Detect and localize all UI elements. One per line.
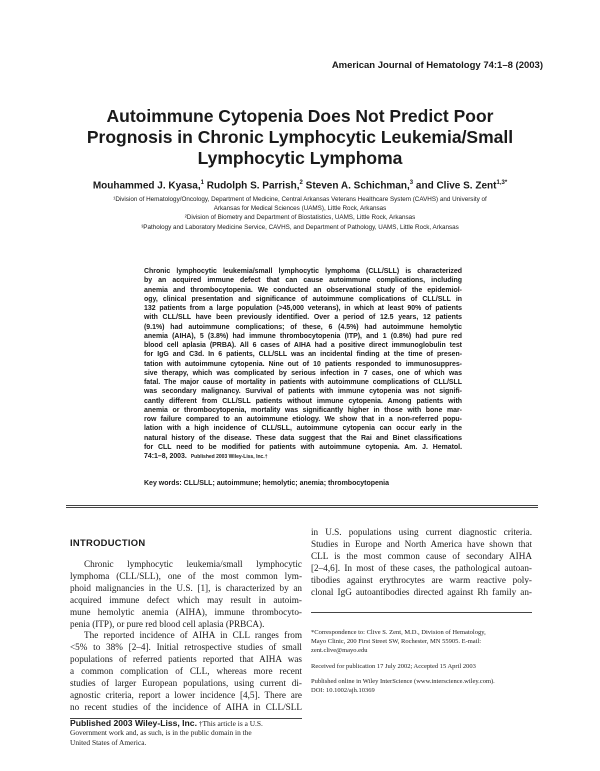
copyright-footer — [70, 719, 302, 747]
abstract-line: by an acquired immune defect that can cause autoimmune complications, including — [144, 277, 462, 285]
note-line: Received for publication 17 July 2002; Accepted 15 April 2003 — [311, 662, 476, 670]
abstract-line: for IgG and C3d. In 6 patients, CLL/SLL was an incidental finding at the time of presen- — [144, 351, 462, 359]
affiliation-line: Arkansas for Medical Sciences (UAMS), Little Rock, Arkansas — [213, 205, 387, 213]
received-dates — [311, 662, 532, 671]
note-line: Published online in Wiley InterScience (www.interscience.wiley.com). — [311, 677, 495, 685]
body-line: clonal IgG autoantibodies directed against Rh family an- — [311, 586, 532, 597]
body-line: CLL is the most common cause of secondary AIHA — [311, 550, 532, 561]
abstract-line: anemia and thrombocytopenia. We conducted an observational study of the epidemiol- — [144, 286, 462, 294]
body-line: <5% to 38% [2–4]. Initial retrospective studies of small — [70, 642, 302, 653]
body-line: mune hemolytic anemia (AIHA), immune thrombocyto- — [70, 606, 302, 617]
article-notes — [311, 628, 532, 701]
publisher-credit: Published 2003 Wiley-Liss, Inc. — [70, 718, 197, 728]
abstract — [144, 267, 462, 462]
author-affil-mark: 1,3* — [496, 180, 508, 186]
affiliation-line: ²Division of Biometry and Department of Biostatistics, UAMS, Little Rock, Arkansas — [184, 214, 416, 222]
article-title — [0, 106, 600, 169]
body-line: in U.S. populations using current diagnostic criteria. — [311, 527, 532, 537]
abstract-line: for CLL need to be modified for patients with autoimmune cytopenia. Am. J. Hematol. — [144, 443, 462, 451]
body-line: populations of referred patients reported that AIHA was — [70, 654, 302, 665]
left-column — [70, 559, 302, 714]
body-line: penia (ITP), or pure red blood cell aplasia (PRBCA). — [70, 618, 265, 629]
abstract-line: anemia (AIHA), 5 (3.8%) had immune thrombocytopenia (ITP), and 1 (0.8%) had pure red — [144, 332, 462, 340]
section-divider — [66, 507, 538, 508]
online-publication — [311, 677, 532, 695]
abstract-line: was secondary malignancy. Survival of patients with immune cytopenia was not signifi- — [144, 388, 462, 396]
abstract-line: natural history of the disease. These data suggest that the Rai and Binet classifications — [144, 434, 462, 442]
note-line: Mayo Clinic, 200 First Street SW, Rochester, MN 55905. E-mail: — [311, 638, 482, 646]
footnote-divider — [311, 612, 532, 613]
right-column — [311, 527, 532, 598]
section-heading-introduction: INTRODUCTION — [70, 537, 146, 548]
note-line: DOI: 10.1002/ajh.10369 — [311, 687, 375, 695]
abstract-line: ogy, clinical presentation and significance of autoimmune complications of CLL/SLL in — [144, 295, 462, 303]
abstract-line: Chronic lymphocytic leukemia/small lymphocytic lymphoma (CLL/SLL) is characterized — [144, 268, 462, 275]
body-line: no recent studies of the incidence of AIHA in CLL/SLL — [70, 701, 302, 712]
footer-line: Government work and, as such, is in the public domain in the — [70, 728, 252, 738]
abstract-line: sive therapy, which was complicated by serious infection in 7 cases, one of which was — [144, 369, 462, 377]
footer-line: United States of America. — [70, 737, 147, 747]
title-line: Lymphocytic Lymphoma — [197, 148, 403, 168]
body-line: tibodies against erythrocytes are warm reactive poly- — [311, 574, 532, 585]
author-affil-mark: 1 — [200, 180, 204, 186]
section-divider — [66, 505, 538, 506]
keywords: Key words: CLL/SLL; autoimmune; hemolytic; anemia; thrombocytopenia — [144, 480, 390, 487]
body-line: a common complication of CLL, whereas more recent — [70, 666, 302, 677]
author-name: Mouhammed J. Kyasa, — [92, 180, 201, 192]
abstract-line: blood cell aplasia (PRBA). All 6 cases of AIHA had a positive direct immunoglobulin test — [144, 342, 462, 349]
body-line: The reported incidence of AIHA in CLL ranges from — [84, 630, 302, 641]
author-list — [0, 180, 600, 191]
affiliations — [60, 195, 540, 232]
affiliation-line: ¹Division of Hematology/Oncology, Department of Medicine, Central Arkansas Veterans Healthcare System (CAVHS) and University of — [113, 196, 487, 203]
abstract-line: lation with a high incidence of CLL/SLL, autoimmune cytopenia can occur early in the — [144, 425, 462, 433]
body-line: acquired immune defect which may result in autoim- — [70, 594, 302, 605]
body-line: Chronic lymphocytic leukemia/small lymphocytic — [84, 559, 302, 569]
note-line: *Correspondence to: Clive S. Zent, M.D., Division of Hematology, — [311, 629, 486, 636]
title-line: Prognosis in Chronic Lymphocytic Leukemia/Small — [86, 127, 514, 147]
body-line: studies of larger European populations, using current di- — [70, 678, 302, 689]
journal-citation: American Journal of Hematology 74:1–8 (2003) — [331, 60, 543, 71]
abstract-line: row failure compared to an autoimmune etiology. We show that in a non-referred popu- — [144, 416, 462, 423]
author-affil-mark: 3 — [409, 180, 414, 186]
body-line: phoid malignancies in the U.S. [1], is characterized by an — [70, 582, 302, 593]
body-line: [2–4,6]. In most of these cases, the pathological autoan- — [311, 562, 532, 573]
abstract-line: 74:1–8, 2003. — [144, 453, 187, 460]
abstract-line: (9.1%) had autoimmune complications; of these, 6 (4.5%) had autoimmune hemolytic — [144, 323, 462, 331]
abstract-line: anemia or thrombocytopenia, mortality was significantly higher in those with bone mar- — [144, 406, 462, 414]
abstract-line: with CLL/SLL have been previously identified. Over a period of 12.5 years, 12 patients — [144, 314, 462, 322]
body-line: agnostic criteria, report a lower incidence [4,5]. There are — [70, 689, 302, 700]
note-line: zent.clive@mayo.edu — [311, 647, 368, 655]
author-name: and Clive S. Zent — [413, 180, 497, 192]
affiliation-line: ³Pathology and Laboratory Medicine Service, CAVHS, and Department of Pathology, UAMS, Little Rock, Arkansas — [141, 223, 459, 231]
abstract-line: cantly different from CLL/SLL patients without immune cytopenia. Among patients with — [144, 397, 462, 405]
body-line: lymphoma (CLL/SLL), one of the most common lym- — [70, 570, 302, 581]
title-line: Autoimmune Cytopenia Does Not Predict Poor — [106, 106, 494, 126]
author-name: Steven A. Schichman, — [302, 180, 410, 192]
abstract-published-credit: Published 2003 Wiley-Liss, Inc.† — [190, 454, 268, 460]
author-affil-mark: 2 — [299, 180, 303, 186]
paragraph — [70, 559, 302, 630]
abstract-line: fatal. The major cause of mortality in patients with autoimmune complications of CLL/SLL — [144, 379, 462, 386]
abstract-line: 132 patients from a large population (>45,000 veterans), in which at least 90% of patients — [144, 305, 462, 312]
abstract-line: tation with autoimmune cytopenia. Nine out of 10 patients responded to immunosuppres- — [144, 360, 462, 368]
correspondence — [311, 628, 532, 656]
paragraph — [70, 630, 302, 713]
public-domain-note: †This article is a U.S. — [196, 719, 263, 728]
body-line: Studies in Europe and North America have shown that — [311, 538, 532, 549]
author-name: Rudolph S. Parrish, — [203, 180, 300, 192]
